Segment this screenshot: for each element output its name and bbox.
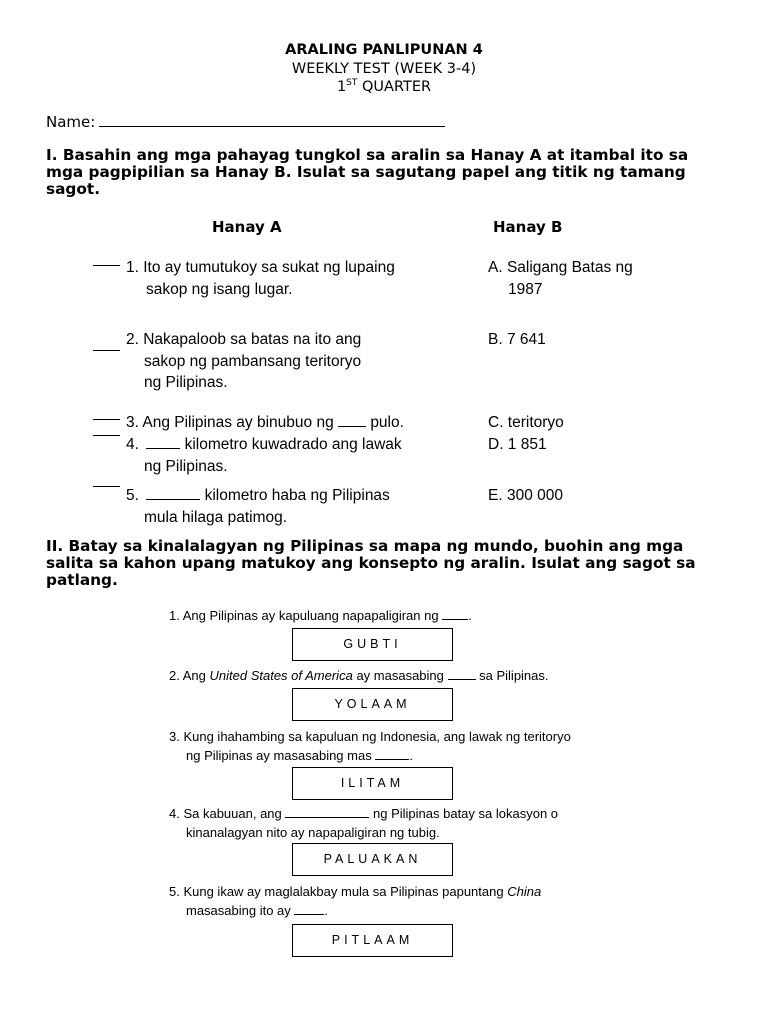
name-row: [46, 111, 445, 131]
q2-fill-blank: [448, 679, 476, 680]
quarter-suffix: ST: [346, 78, 358, 88]
q1-end: .: [468, 608, 472, 623]
q1-scrambled-box: GUBTI: [292, 628, 453, 661]
answer-blank-3[interactable]: [93, 419, 120, 420]
q5-end: .: [324, 903, 329, 918]
item-4-number: 4.: [126, 436, 139, 453]
q4-pre: 4. Sa kabuuan, ang: [169, 806, 282, 821]
item-1: [126, 257, 395, 300]
q3-end: .: [409, 748, 413, 763]
item-3-text-end: pulo.: [370, 414, 404, 431]
choice-b: B. 7 641: [488, 331, 546, 348]
q4-line2: kinanalagyan nito ay napapaligiran ng tubig.: [186, 825, 440, 840]
item-5-text: kilometro haba ng Pilipinas: [204, 487, 390, 504]
quarter-number: 1: [336, 78, 347, 95]
q5-fill-blank: [294, 914, 324, 915]
item-2-line3: ng Pilipinas.: [144, 374, 228, 391]
part2-question-1: [169, 606, 472, 625]
q5-line1: 5. Kung ikaw ay maglalakbay mula sa Pilipinas papuntang: [169, 884, 504, 899]
q5-line2: masasabing ito ay: [186, 903, 291, 918]
q2-italic: United States of America: [209, 668, 353, 683]
item-5-number: 5.: [126, 487, 139, 504]
q4-fill-blank: [285, 817, 369, 818]
q1-fill-blank: [442, 619, 468, 620]
item-4-line2: ng Pilipinas.: [144, 457, 228, 475]
q5-italic: China: [507, 884, 542, 899]
q2-pre: 2. Ang: [169, 668, 206, 683]
item-3-text: 3. Ang Pilipinas ay binubuo ng: [126, 414, 334, 431]
quarter-word: QUARTER: [362, 78, 432, 95]
answer-blank-5[interactable]: [93, 486, 120, 487]
part2-question-4: [169, 804, 558, 842]
name-blank[interactable]: [99, 111, 445, 127]
choice-c: C. teritoryo: [488, 414, 564, 431]
item-3: [126, 412, 404, 434]
answer-blank-2[interactable]: [93, 350, 120, 351]
q2-mid: ay masasabing: [356, 668, 444, 683]
part2-question-3: [169, 727, 571, 765]
item-4-fill-blank: [146, 448, 180, 449]
name-label: Name:: [46, 113, 96, 131]
document-subtitle: WEEKLY TEST (WEEK 3-4): [291, 61, 477, 77]
q4-scrambled-box: PALUAKAN: [292, 843, 453, 876]
part2-instruction: II. Batay sa kinalalagyan ng Pilipinas sa mapa ng mundo, buohin ang mga salita sa kahon upang matukoy ang konsepto ng aralin. Isulat ang sagot sa patlang.: [46, 537, 696, 589]
item-1-line1: 1. Ito ay tumutukoy sa sukat ng lupaing: [126, 259, 395, 276]
item-2-line1: 2. Nakapaloob sa batas na ito ang: [126, 331, 362, 348]
document-title: ARALING PANLIPUNAN 4: [285, 42, 483, 58]
choice-d: D. 1 851: [488, 436, 547, 453]
q5-scrambled-box: PITLAAM: [292, 924, 453, 957]
choice-a: [488, 257, 633, 300]
q3-scrambled-box: ILITAM: [292, 767, 453, 800]
choice-e: E. 300 000: [488, 487, 563, 504]
item-4: [126, 434, 402, 477]
answer-blank-1[interactable]: [93, 265, 120, 266]
q1-text: 1. Ang Pilipinas ay kapuluang napapaligiran ng: [169, 608, 439, 623]
answer-blank-4[interactable]: [93, 435, 120, 436]
q3-line2: ng Pilipinas ay masasabing mas: [186, 748, 372, 763]
part2-question-5: [169, 882, 541, 920]
item-2: [126, 329, 361, 394]
q3-line1: 3. Kung ihahambing sa kapuluan ng Indonesia, ang lawak ng teritoryo: [169, 729, 571, 744]
q2-post: sa Pilipinas.: [479, 668, 549, 683]
part1-instruction: I. Basahin ang mga pahayag tungkol sa aralin sa Hanay A at itambal ito sa mga pagpipilian sa Hanay B. Isulat sa sagutang papel ang titik ng tamang sagot.: [46, 146, 689, 198]
item-2-line2: sakop ng pambansang teritoryo: [144, 352, 362, 370]
choice-a-line2: 1987: [508, 280, 543, 298]
item-5-line2: mula hilaga patimog.: [144, 508, 288, 526]
item-1-line2: sakop ng isang lugar.: [146, 280, 293, 298]
item-4-text: kilometro kuwadrado ang lawak: [184, 436, 402, 453]
column-a-header: Hanay A: [212, 218, 282, 236]
item-5: [126, 485, 390, 528]
column-b-header: Hanay B: [493, 218, 563, 236]
q2-scrambled-box: YOLAAM: [292, 688, 453, 721]
q3-fill-blank: [375, 759, 409, 760]
q4-post: ng Pilipinas batay sa lokasyon o: [373, 806, 559, 821]
choice-a-line1: A. Saligang Batas ng: [488, 259, 633, 276]
quarter-label: [0, 78, 768, 95]
item-3-fill-blank: [338, 426, 366, 427]
part2-question-2: [169, 666, 549, 685]
item-5-fill-blank: [146, 499, 200, 500]
